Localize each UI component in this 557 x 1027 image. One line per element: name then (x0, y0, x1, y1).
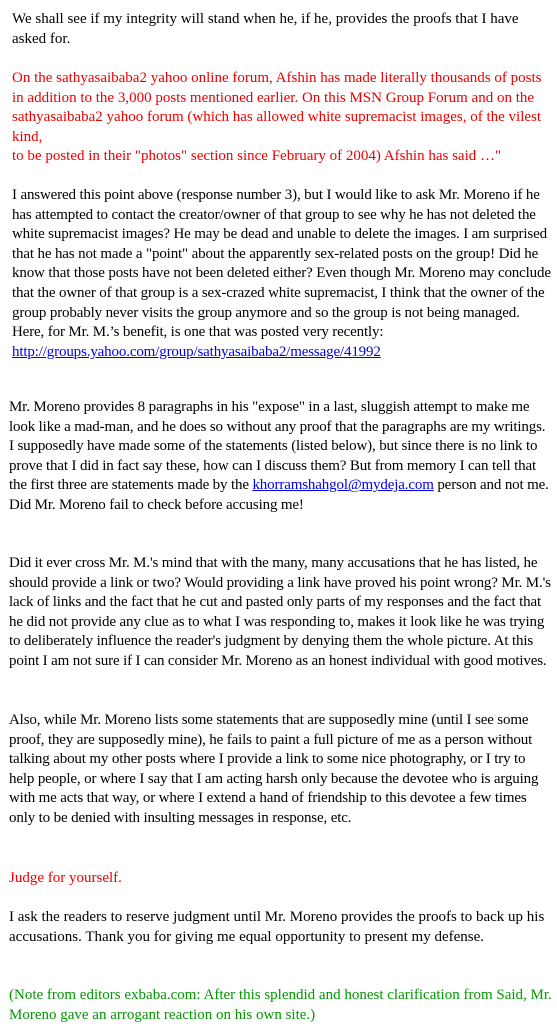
quoted-accusation-text: On the sathyasaibaba2 yahoo online forum, Afshin has made literally thousands of posts in addition to the 3,000 posts mentioned earlier. On this MSN Group Forum and on the sathyasaibaba2 yahoo forum (which has allowed white supremacist images, of the vilest kind, (12, 70, 542, 145)
editors-note: (Note from editors exbaba.com: After this splendid and honest clarification from Said, Mr. Moreno gave an arrogant reaction on his own site.) (9, 987, 552, 1023)
paragraph-eight-text-a: Mr. Moreno provides 8 paragraphs in his "expose" in a last, sluggish attempt to make me look like a mad-man, and he does so without any proof that the paragraphs are my writings. I supposedly have made some of the statements (listed below), but since there is no link to prove that I did in fact say these, how can I discuss them? But from memory I can tell that the first three are statements made by the (9, 399, 546, 494)
paragraph-eight-paragraphs (9, 398, 553, 516)
paragraph-integrity: We shall see if my integrity will stand when he, if he, provides the proofs that I have asked for. (12, 11, 519, 47)
quoted-accusation-text-end: to be posted in their "photos" section since February of 2004) Afshin has said …" (12, 148, 502, 165)
paragraph-full-picture: Also, while Mr. Moreno lists some statements that are supposedly mine (until I see some proof, they are supposedly mine), he fails to paint a full picture of me as a person without talking about my other posts where I provide a link to some nice photography, or I try to help people, or where I say that I am acting harsh only because the devotee who is arguing with me acts that way, or where I extend a hand of friendship to this devotee a few times only to be denied with insulting messages in response, etc. (9, 712, 539, 826)
paragraph-reserve-judgment: I ask the readers to reserve judgment until Mr. Moreno provides the proofs to back up his accusations. Thank you for giving me equal opportunity to present my defense. (9, 909, 545, 945)
paragraph-response-text: I answered this point above (response number 3), but I would like to ask Mr. Moreno if he has attempted to contact the creator/owner of that group to see why he has not deleted the white supremacist images? He may be dead and unable to delete the images. I am surprised that he has not made a "point" about the apparently sex-related posts on the group! Did he know that those posts have not been deleted either? Even though Mr. Moreno may conclude that the owner of that group is a sex-crazed white supremacist, I think that the owner of the group probably never visits the group anymore and so the group is not being managed. Here, for Mr. M.’s benefit, is one that was posted very recently: (12, 187, 551, 341)
paragraph-response-group-owner (12, 186, 553, 362)
yahoo-message-link[interactable]: http://groups.yahoo.com/group/sathyasaibaba2/message/41992 (12, 343, 381, 360)
judge-for-yourself: Judge for yourself. (9, 870, 122, 886)
quoted-accusation (12, 69, 553, 167)
paragraph-links: Did it ever cross Mr. M.'s mind that with the many, many accusations that he has listed, he should provide a link or two? Would providing a link have proved his point wrong? Mr. M.'s lack of links and the fact that he cut and pasted only parts of my responses and the fact that he did not provide any clue as to what I was responding to, makes it look like he was trying to deliberately influence the reader's judgment by denying them the whole picture. At this point I am not sure if I can consider Mr. Moreno as an honest individual with good motives. (9, 555, 551, 669)
paragraph-eight-text-b: person and not me. Did Mr. Moreno fail to check before accusing me! (9, 477, 549, 513)
email-link[interactable]: khorramshahgol@mydeja.com (252, 477, 434, 494)
